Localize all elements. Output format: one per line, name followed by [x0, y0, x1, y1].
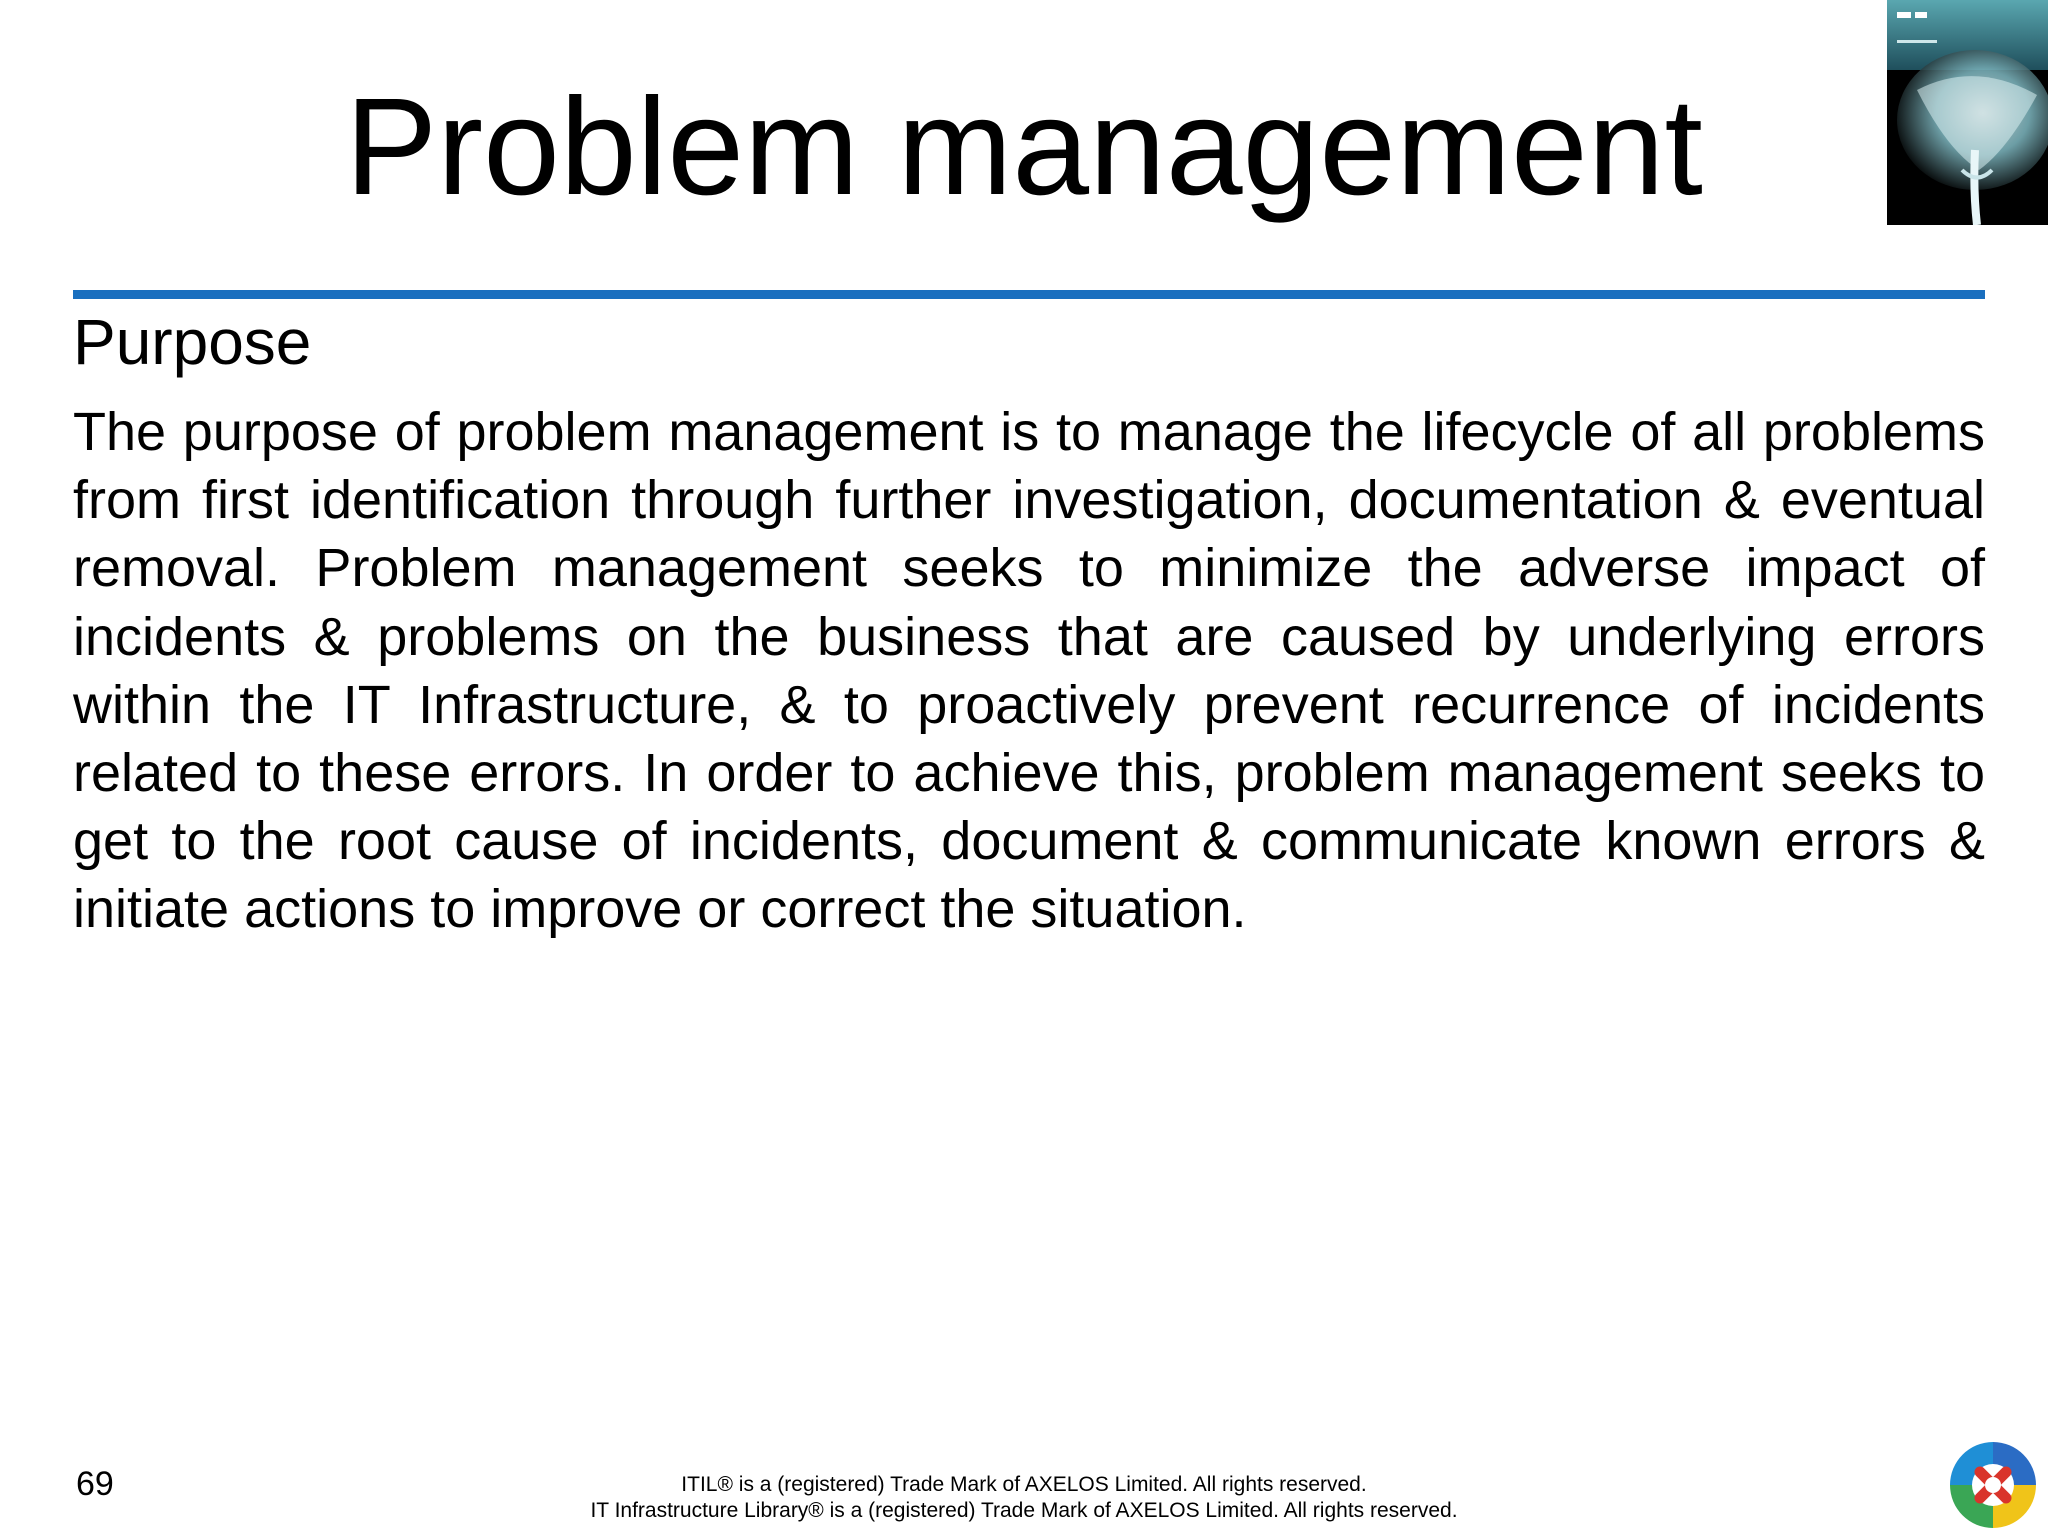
slide-title: Problem management	[345, 70, 1703, 224]
footer-line-2: IT Infrastructure Library® is a (registered) Trade Mark of AXELOS Limited. All rights reserved.	[590, 1499, 1458, 1522]
itil-book-cover-image	[1887, 0, 2048, 225]
plan-do-check-act-cycle-icon	[1946, 1438, 2040, 1532]
footer-line-1: ITIL® is a (registered) Trade Mark of AXELOS Limited. All rights reserved.	[681, 1473, 1367, 1496]
section-heading: Purpose	[73, 306, 312, 378]
body-paragraph: The purpose of problem management is to manage the lifecycle of all problems from first identification through further investigation, documentation & eventual removal. Problem management seeks to minimize the adverse impact of incidents & problems on the business that are caused by underlying errors within the IT Infrastructure, & to proactively prevent recurrence of incidents related to these errors. In order to achieve this, problem management seeks to get to the root cause of incidents, document & communicate known errors & initiate actions to improve or correct the situation.	[73, 402, 1985, 940]
footer-trademark	[424, 1472, 1624, 1524]
page-number: 69	[76, 1465, 114, 1503]
title-rule	[73, 290, 1985, 299]
